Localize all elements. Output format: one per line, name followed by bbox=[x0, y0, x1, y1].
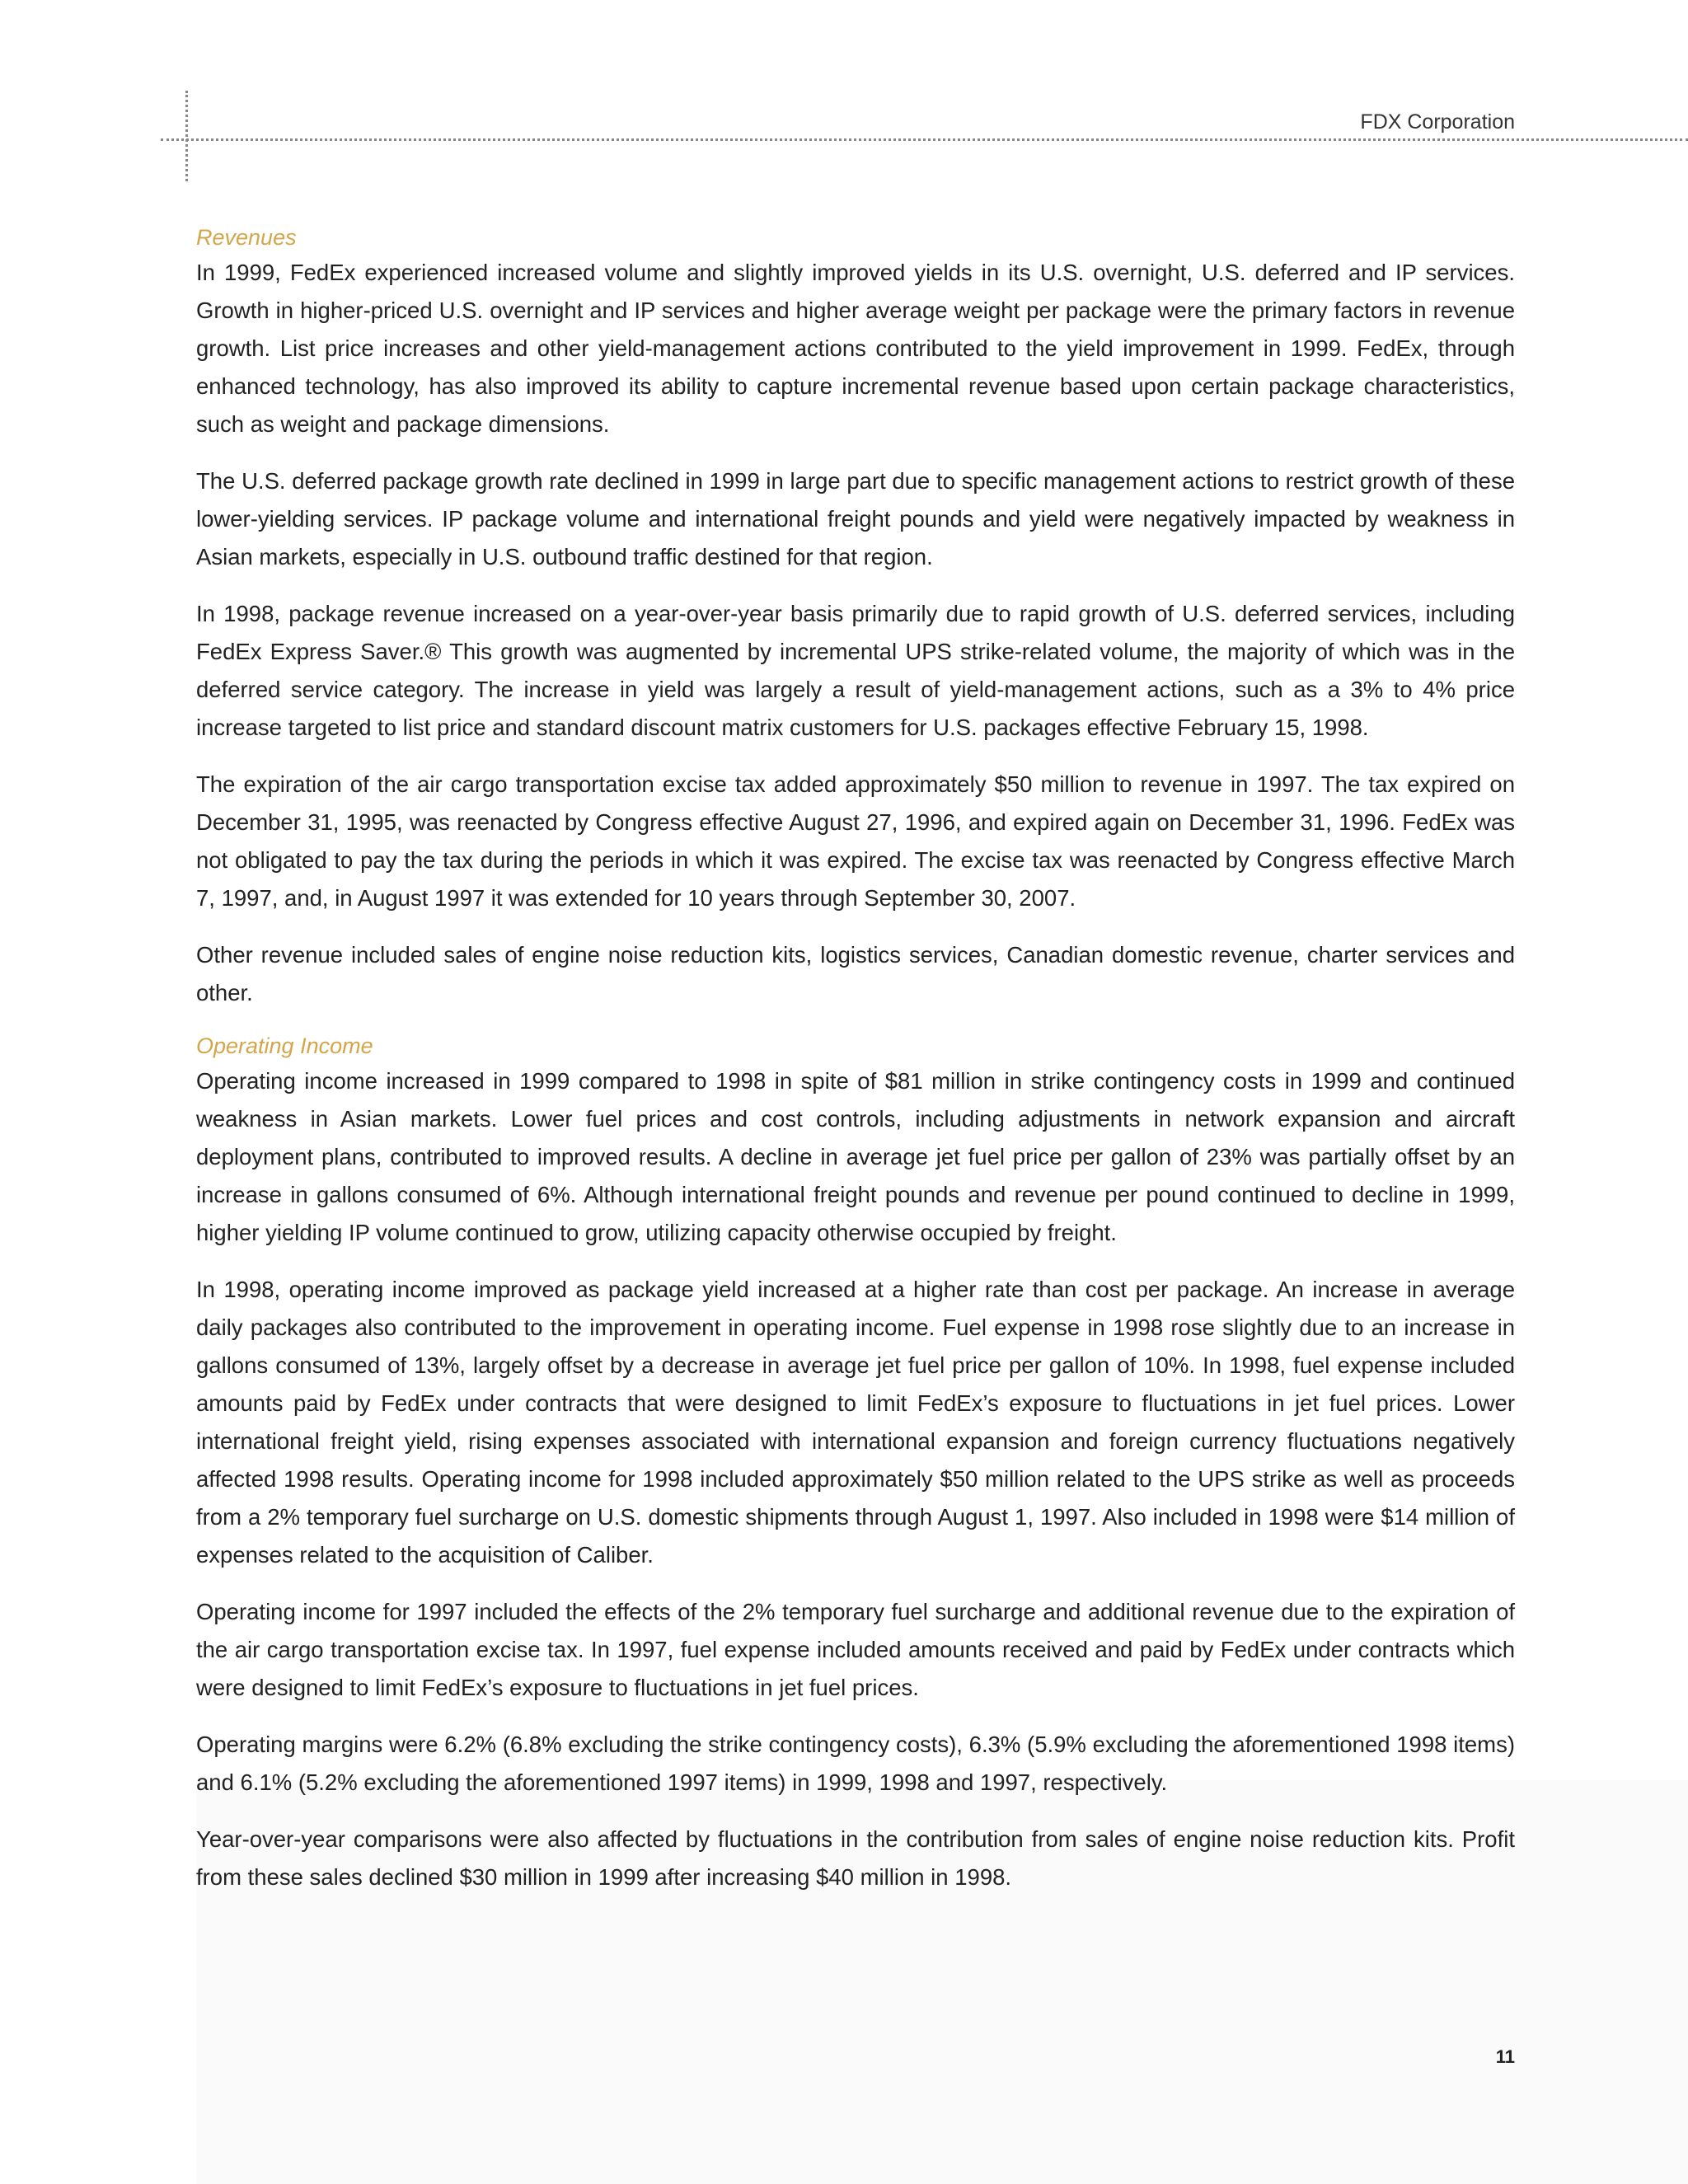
paragraph: Operating income for 1997 included the effects of the 2% temporary fuel surcharge and additional revenue due to the expiration of the air cargo transportation excise tax. In 1997, fuel expense included amounts received and paid by FedEx under contracts which were designed to limit FedEx’s exposure to fluctuations in jet fuel prices. bbox=[196, 1599, 1515, 1700]
paragraph: In 1998, operating income improved as package yield increased at a higher rate than cost per package. An increase in average daily packages also contributed to the improvement in operating income. Fuel expense in 1998 rose slightly due to an increase in gallons consumed of 13%, largely offset by a decrease in average jet fuel price per gallon of 10%. In 1998, fuel expense included amounts paid by FedEx under contracts that were designed to limit FedEx’s exposure to fluctuations in jet fuel prices. Lower international freight yield, rising expenses associated with international expansion and foreign currency fluctuations negatively affected 1998 results. Operating income for 1998 included approximately $50 million related to the UPS strike as well as proceeds from a 2% temporary fuel surcharge on U.S. domestic shipments through August 1, 1997. Also included in 1998 were $14 million of expenses related to the acquisition of Caliber. bbox=[196, 1277, 1515, 1568]
paragraph: Other revenue included sales of engine noise reduction kits, logistics services, Canadian domestic revenue, charter services and other. bbox=[196, 942, 1515, 1005]
main-content bbox=[196, 223, 1515, 1915]
paragraph: In 1999, FedEx experienced increased volume and slightly improved yields in its U.S. overnight, U.S. deferred and IP services. Growth in higher-priced U.S. overnight and IP services and higher average weight per package were the primary factors in revenue growth. List price increases and other yield-management actions contributed to the yield improvement in 1999. FedEx, through enhanced technology, has also improved its ability to capture incremental revenue based upon certain package characteristics, such as weight and package dimensions. bbox=[196, 260, 1515, 437]
section-revenues bbox=[196, 223, 1515, 1012]
paragraph: Year-over-year comparisons were also affected by fluctuations in the contribution from sales of engine noise reduction kits. Profit from these sales declined $30 million in 1999 after increasing $40 million in 1998. bbox=[196, 1826, 1515, 1890]
paragraph: In 1998, package revenue increased on a year-over-year basis primarily due to rapid growth of U.S. deferred services, including FedEx Express Saver.® This growth was augmented by incremental UPS strike-related volume, the majority of which was in the deferred service category. The increase in yield was largely a result of yield-management actions, such as a 3% to 4% price increase targeted to list price and standard discount matrix customers for U.S. packages effective February 15, 1998. bbox=[196, 601, 1515, 740]
paragraph: The expiration of the air cargo transportation excise tax added approximately $50 million to revenue in 1997. The tax expired on December 31, 1995, was reenacted by Congress effective August 27, 1996, and expired again on December 31, 1996. FedEx was not obligated to pay the tax during the periods in which it was expired. The excise tax was reenacted by Congress effective March 7, 1997, and, in August 1997 it was extended for 10 years through September 30, 2007. bbox=[196, 771, 1515, 911]
running-header-title: FDX Corporation bbox=[1360, 110, 1515, 134]
section-heading: Operating Income bbox=[196, 1033, 373, 1058]
section-operating-income bbox=[196, 1031, 1515, 1896]
paragraph: Operating margins were 6.2% (6.8% excluding the strike contingency costs), 6.3% (5.9% excluding the aforementioned 1998 items) and 6.1% (5.2% excluding the aforementioned 1997 items) in 1999, 1998 and 1997, respectively. bbox=[196, 1732, 1515, 1795]
vertical-dotted-rule bbox=[185, 91, 188, 181]
horizontal-dotted-rule bbox=[161, 138, 1688, 141]
page-number: 11 bbox=[1495, 2046, 1515, 2067]
paragraph: The U.S. deferred package growth rate declined in 1999 in large part due to specific management actions to restrict growth of these lower-yielding services. IP package volume and international freight pounds and yield were negatively impacted by weakness in Asian markets, especially in U.S. outbound traffic destined for that region. bbox=[196, 468, 1515, 569]
section-heading: Revenues bbox=[196, 225, 297, 250]
paragraph: Operating income increased in 1999 compared to 1998 in spite of $81 million in strike contingency costs in 1999 and continued weakness in Asian markets. Lower fuel prices and cost controls, including adjustments in network expansion and aircraft deployment plans, contributed to improved results. A decline in average jet fuel price per gallon of 23% was partially offset by an increase in gallons consumed of 6%. Although international freight pounds and revenue per pound continued to decline in 1999, higher yielding IP volume continued to grow, utilizing capacity otherwise occupied by freight. bbox=[196, 1068, 1515, 1245]
